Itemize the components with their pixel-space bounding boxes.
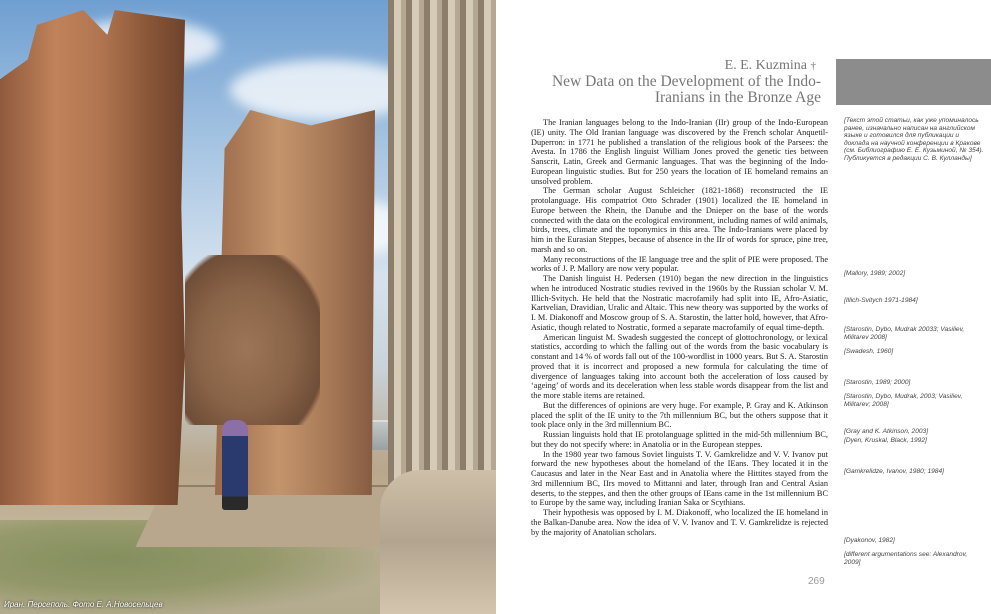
dagger-mark: † xyxy=(810,60,816,72)
sidenote-citation: [Dyakonov, 1982] xyxy=(844,537,895,544)
sidenote-citation: [Swadesh, 1960] xyxy=(844,348,894,355)
article-title: New Data on the Development of the Indo-Iranians in the Bronze Age xyxy=(551,73,821,106)
sidenote-citation: [Gamkrelidze, Ivanov, 1980; 1984] xyxy=(844,468,944,475)
paragraph: Their hypothesis was opposed by I. M. Diakonoff, who localized the IE homeland in the Balkan-Danube area. Now the idea of V. V. Ivanov and T. V. Gamkrelidze is rejected by the majority of Anatolian scholars. xyxy=(531,508,828,537)
gate-pillar-left xyxy=(0,10,185,505)
paragraph: American linguist M. Swadesh suggested the concept of glottochronology, or lexical statistics, according to which the falling out of the words from the basic vocabulary is constant and 14 % of words fall out of the 100-wordlist in 1000 years. But S. A. Starostin proved that it is incorrect and proposed a new formula for calculating the time of divergence of languages taking into account both the acceleration of loss caused by ‘ageing’ of words and its deceleration when less stable words disappear from the list and the more stable items are retained. xyxy=(531,332,828,400)
page-number: 269 xyxy=(808,576,825,587)
column-base xyxy=(380,470,496,614)
sidenote-citation: [Dyen, Kruskal, Black, 1992] xyxy=(844,437,927,444)
sidenote-citation: [Starostin, Dybo, Mudrak 20033; Vasiliev, Militarev 2008] xyxy=(844,326,965,341)
sidenote-citation: [Starostin, Dybo, Mudrak, 2003; Vasiliev, Militarev; 2008] xyxy=(844,393,963,408)
photo-credit: Иран. Персеполь. Фото Е. А.Новосельцев xyxy=(4,600,163,609)
text-page xyxy=(496,0,991,614)
paragraph: The Iranian languages belong to the Indo-Iranian (IIr) group of the Indo-European (IE) unity. The Old Iranian language was discovered by the French scholar Anquetil-Duperron: in 1771 he published a translation of the religious book of the Parsees: the Avesta. In 1786 the English linguist William Jones proved the genetic ties between Sanscrit, Latin, Greek and Germanic languages. That was the beginning of the Indo-European linguistic studies. But for 250 years the location of IE homeland remains an unsolved problem. xyxy=(531,118,828,186)
lamassu-relief xyxy=(185,255,320,425)
sidenote-citation: [Gray and K. Atkinson, 2003] xyxy=(844,428,929,435)
sidenote-citation: [Starostin, 1989; 2000] xyxy=(844,379,911,386)
paragraph: Many reconstructions of the IE language tree and the split of PIE were proposed. The works of J. P. Mallory are now very popular. xyxy=(531,254,828,274)
author-name xyxy=(725,58,816,74)
article-body xyxy=(531,118,828,537)
sidenote-citation: [Mallory, 1989; 2002] xyxy=(844,270,906,277)
visitor-figure xyxy=(222,420,248,510)
paragraph: The German scholar August Schleicher (1821-1868) reconstructed the IE protolanguage. His compatriot Otto Schrader (1901) localized the IE homeland in Europe between the Rhein, the Danube and the Dnieper on the base of the words connected with the data on the ecological environment, including names of wild animals, birds, trees, climate and the toponymics in this area. The Indo-Iranians were placed by him in the Eurasian Steppes, because of absence in the IIr of words for spruce, pine tree, marsh and so on. xyxy=(531,186,828,254)
sidenote-citation: [Illich-Svitych 1971-1984] xyxy=(844,297,918,304)
paragraph: But the differences of opinions are very huge. For example, P. Gray and K. Atkinson placed the split of the IE unity to the 7th millennium BC, but the others suppose that it took place only in the 3rd millennium BC. xyxy=(531,400,828,430)
paragraph: Russian linguists hold that IE protolanguage splitted in the mid-5th millennium BC, but they do not specify where: in Anatolia or in the European steppes. xyxy=(531,430,828,449)
sidenote-editorial: [Текст этой статьи, как уже упоминалось ранее, изначально написан на английском языке и готовился для публикации и доклада на научной конференции в Кракове (см. Библиографию Е. Е. Кузьминой, № 354). Публикуется в редакции С. В. Кулланды] xyxy=(844,117,984,162)
paragraph: The Danish linguist H. Pedersen (1910) began the new direction in the linguistics when he introduced Nostratic studies revived in the 1960s by the Russian scholar V. M. Illich-Svitych. He held that the Nostratic macrofamily had split into IE, Afro-Asiatic, Kartvelian, Dravidian, Uralic and Altaic. This new theory was supported by the works of I. M. Diakonoff and Moscow group of S. A. Starostin, the latter hold, however, that Afro-Asiatic, though related to Nostratic, formed a separate macrofamily of equal time-depth. xyxy=(531,274,828,332)
author-text: E. E. Kuzmina xyxy=(724,58,807,73)
paragraph: In the 1980 year two famous Soviet linguists T. V. Gamkrelidze and V. V. Ivanov put forward the new hypotheses about the homeland of the IEans. They located it in the Caucasus and later in the Near East and in Anatolia where the Hittites stayed from the 3rd millennium BC, IIrs moved to Mittanni and later, through Iran and Central Asian deserts, to the steppes, and then the other groups of IEans came in the 1st millennium BC to Europe by the same way, including Iranian Saka or Scythians. xyxy=(531,449,828,508)
sidenote-citation: [different argumentations see: Alexandrov, 2009] xyxy=(844,551,968,566)
header-gray-bar xyxy=(836,59,991,105)
